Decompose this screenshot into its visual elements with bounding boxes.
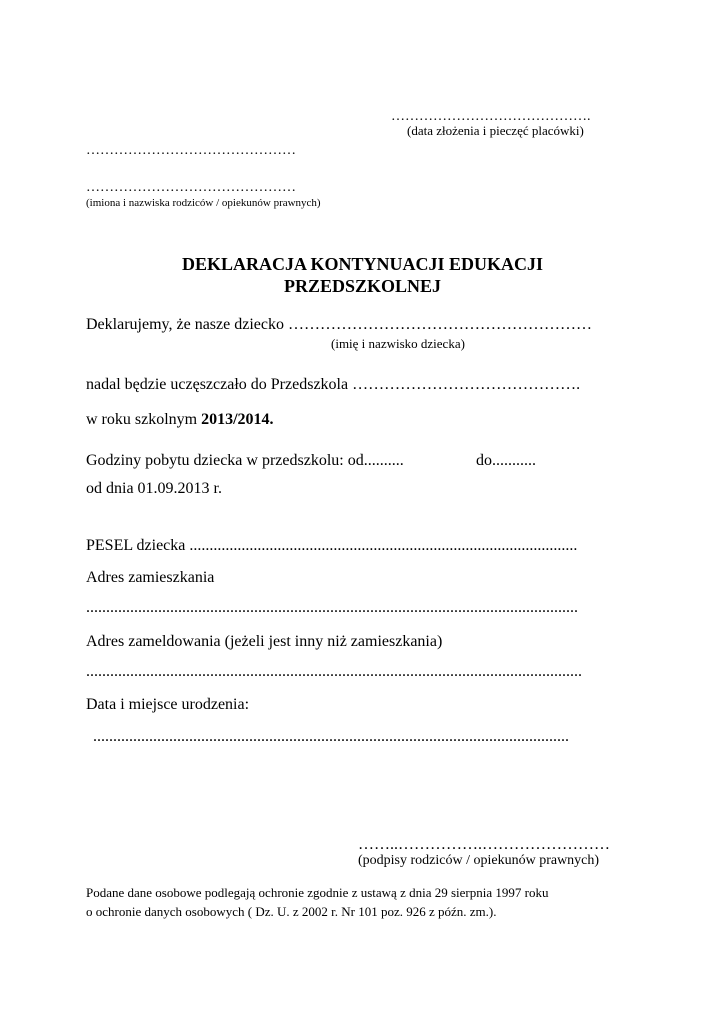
pesel-line: PESEL dziecka ................................................................................................. (86, 537, 578, 554)
start-date-text: od dnia 01.09.2013 r. (86, 480, 222, 497)
school-year-line (86, 412, 274, 428)
document-title-line-2: PRZEDSZKOLNEJ (283, 276, 442, 296)
birth-label: Data i miejsce urodzenia: (86, 696, 250, 713)
registered-address-label: Adres zameldowania (jeżeli jest inny niż zamieszkania) (86, 633, 443, 650)
continue-attendance-text: nadal będzie uczęszczało do Przedszkola ……………………………………. (86, 376, 581, 393)
parents-name-line-1: ……………………………………… (86, 143, 296, 158)
birth-dots: ....................................................................................................................... (93, 728, 569, 745)
stamp-dots: ……………………………………. (391, 109, 591, 124)
child-name-caption: (imię i nazwisko dziecka) (331, 336, 465, 351)
stamp-caption: (data złożenia i pieczęć placówki) (407, 123, 584, 138)
document-title-line-1: DEKLARACJA KONTYNUACJI EDUKACJI (181, 254, 544, 274)
registered-address-dots: ............................................................................................................................ (86, 663, 582, 680)
privacy-notice-line-1: Podane dane osobowe podlegają ochronie zgodnie z ustawą z dnia 29 sierpnia 1997 roku (86, 885, 549, 900)
hours-to-text: do........... (476, 452, 536, 469)
privacy-notice-line-2: o ochronie danych osobowych ( Dz. U. z 2002 r. Nr 101 poz. 926 z późn. zm.). (86, 904, 497, 919)
school-year-prefix: w roku szkolnym (86, 411, 202, 428)
school-year-value: 2013/2014. (201, 411, 274, 428)
address-label: Adres zamieszkania (86, 569, 215, 586)
signature-caption: (podpisy rodziców / opiekunów prawnych) (358, 853, 600, 868)
signature-dots: ……..…………….…………………… (358, 836, 610, 853)
declaration-text: Deklarujemy, że nasze dziecko ………………………………………………… (86, 316, 592, 333)
address-dots: ........................................................................................................................... (86, 599, 578, 616)
parents-caption: (imiona i nazwiska rodziców / opiekunów prawnych) (86, 197, 321, 209)
hours-from-text: Godziny pobytu dziecka w przedszkolu: od.......... (86, 452, 404, 469)
parents-name-line-2: ……………………………………… (86, 180, 296, 195)
